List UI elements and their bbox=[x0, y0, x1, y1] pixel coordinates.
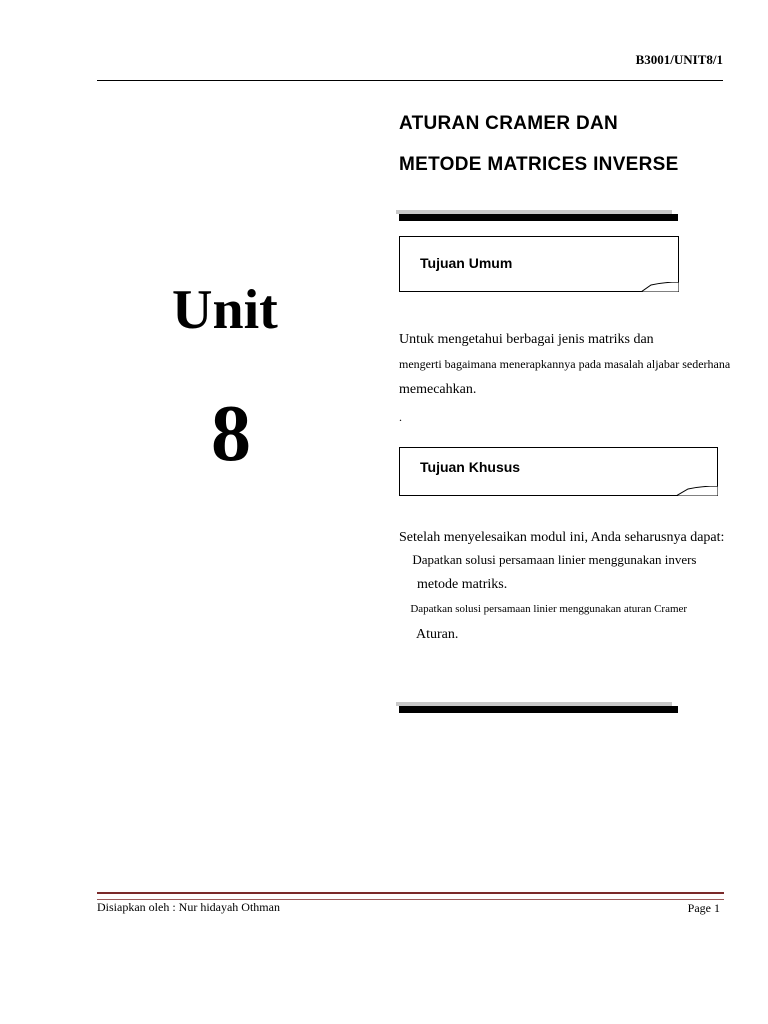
page-curl-icon bbox=[676, 486, 718, 496]
prepared-by: Disiapkan oleh : Nur hidayah Othman bbox=[97, 900, 280, 914]
list-item-continuation: metode matriks. bbox=[417, 577, 508, 592]
header-divider bbox=[97, 80, 723, 81]
document-code: B3001/UNIT8/1 bbox=[635, 52, 723, 67]
title-line-2: METODE MATRICES INVERSE bbox=[399, 154, 679, 175]
general-objective-box bbox=[399, 236, 679, 292]
list-item bbox=[399, 603, 687, 615]
specific-objective-intro: Setelah menyelesaikan modul ini, Anda seharusnya dapat: bbox=[399, 530, 725, 545]
general-objective-heading: Tujuan Umum bbox=[420, 255, 513, 271]
page-curl-icon bbox=[641, 282, 679, 292]
unit-number: 8 bbox=[211, 390, 251, 478]
page-number: Page 1 bbox=[687, 901, 720, 915]
list-item-text: Dapatkan solusi persamaan linier menggunakan invers bbox=[399, 552, 684, 567]
specific-objective-box bbox=[399, 447, 718, 496]
list-item-text: Dapatkan solusi persamaan linier menggunakan aturan Cramer bbox=[399, 603, 676, 615]
footer-divider bbox=[97, 892, 724, 900]
unit-label: Unit bbox=[172, 279, 278, 341]
general-objective-text-2: mengerti bagaimana menerapkannya pada masalah aljabar sederhana bbox=[399, 357, 731, 371]
list-item-continuation: Aturan. bbox=[416, 627, 459, 642]
specific-objective-heading: Tujuan Khusus bbox=[420, 459, 521, 475]
decorative-bar-bottom bbox=[396, 702, 678, 714]
bullet-icon bbox=[399, 552, 409, 567]
general-objective-text-3: memecahkan. bbox=[399, 382, 477, 397]
general-objective-text-1: Untuk mengetahui berbagai jenis matriks dan bbox=[399, 332, 654, 347]
title-line-1: ATURAN CRAMER DAN bbox=[399, 113, 619, 134]
list-item bbox=[399, 552, 696, 568]
general-objective-text-4: . bbox=[399, 410, 402, 424]
decorative-bar-top bbox=[396, 210, 678, 222]
bullet-icon bbox=[399, 603, 408, 615]
